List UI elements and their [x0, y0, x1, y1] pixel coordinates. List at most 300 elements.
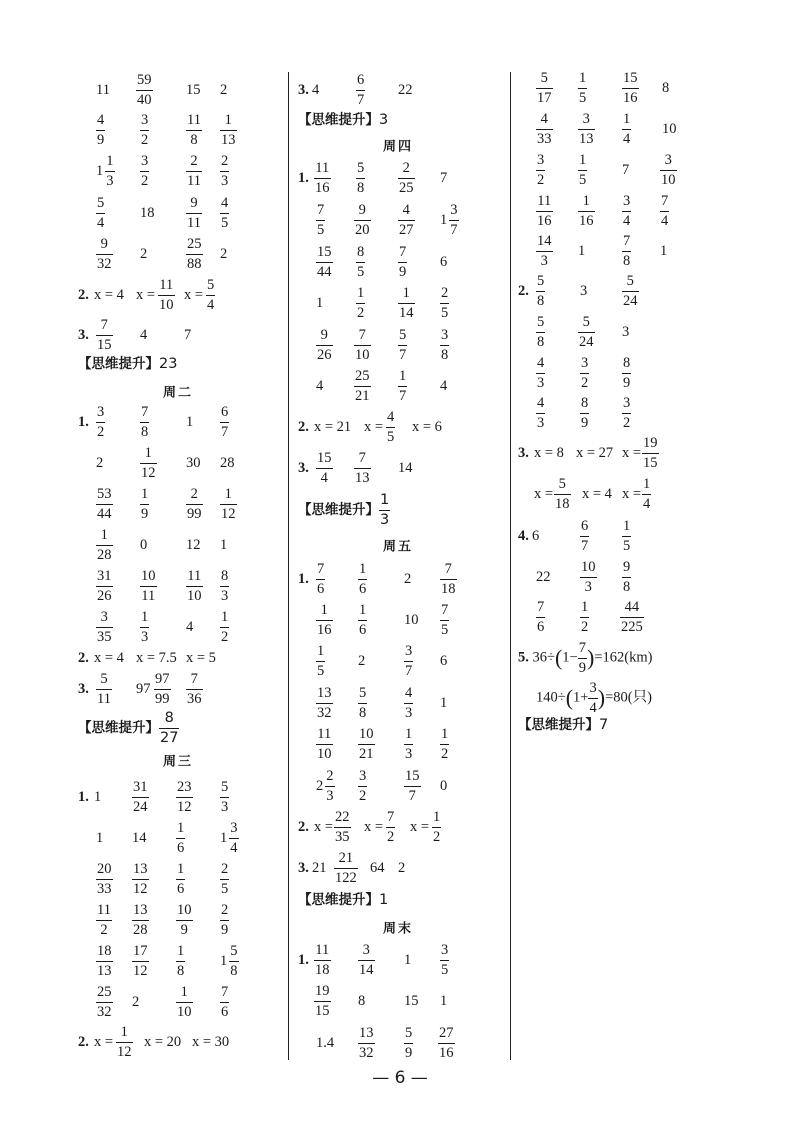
numerator: 1 [582, 193, 590, 209]
answer-cell [96, 154, 115, 188]
answer-cell [440, 562, 457, 596]
fraction [404, 769, 421, 803]
answer-cell [404, 572, 411, 587]
answer-cell [220, 610, 229, 644]
answer-cell [576, 446, 613, 461]
answer-cell [316, 727, 333, 761]
numerator: 59 [137, 72, 152, 88]
question-number: 2. [78, 1033, 89, 1050]
numerator: 2 [190, 153, 198, 169]
value-text: 1 [660, 242, 668, 259]
numerator: 1 [643, 476, 651, 492]
denominator: 9 [405, 1044, 413, 1061]
answer-cell [578, 315, 595, 349]
denominator: 3 [405, 745, 413, 762]
fraction-bar [386, 827, 395, 828]
denominator: 6 [177, 880, 185, 897]
fraction-bar [316, 345, 333, 346]
answer-cell [186, 487, 203, 521]
fraction [96, 944, 113, 978]
value-text: 3 [379, 111, 389, 128]
answer-cell [132, 780, 149, 814]
denominator: 26 [317, 346, 332, 363]
fraction-bar [404, 703, 413, 704]
fraction-bar [398, 220, 415, 221]
fraction [176, 780, 193, 814]
denominator: 5 [387, 428, 395, 445]
fraction [140, 405, 149, 439]
equation-prefix: 140÷ [536, 689, 566, 706]
fraction-bar [96, 130, 105, 131]
numerator: 5 [540, 70, 548, 86]
value-text: 1 [440, 992, 448, 1009]
numerator: 3 [141, 112, 149, 128]
column-divider-1 [288, 72, 289, 1060]
denominator: 4 [207, 296, 215, 313]
fraction-bar [578, 88, 587, 89]
numerator: 3 [589, 680, 597, 696]
answer-cell [140, 328, 147, 343]
fraction-bar [578, 211, 595, 212]
numerator: 5 [359, 685, 367, 701]
numerator: 11 [159, 277, 174, 293]
denominator: 8 [190, 131, 198, 148]
fraction [536, 315, 545, 349]
thinking-label [518, 718, 608, 733]
thinking-label [78, 711, 179, 745]
value-text: 4 [186, 618, 194, 635]
denominator: 6 [537, 618, 545, 635]
answer-cell [136, 682, 151, 697]
denominator: 16 [317, 621, 332, 638]
value-text: 3 [622, 323, 630, 340]
numerator: 97 [155, 671, 170, 687]
answer-cell [536, 71, 553, 105]
answer-cell [660, 244, 667, 259]
fraction-bar [316, 620, 333, 621]
numerator: 7 [190, 671, 198, 687]
fraction [334, 851, 358, 885]
numerator: 1 [141, 486, 149, 502]
fraction-bar [220, 1002, 229, 1003]
answer-cell [176, 903, 193, 937]
numerator: 3 [97, 404, 105, 420]
question-number: 1. [298, 169, 309, 186]
fraction-bar [660, 170, 677, 171]
fraction [96, 405, 105, 439]
answer-cell [660, 153, 677, 187]
value-text: 14 [398, 459, 413, 476]
denominator: 14 [359, 961, 374, 978]
denominator: 25 [399, 179, 414, 196]
answer-cell [536, 570, 551, 585]
fraction [176, 985, 193, 1019]
denominator: 11 [187, 214, 201, 231]
numerator: 2 [441, 285, 449, 301]
numerator: 15 [317, 450, 332, 466]
fraction-bar [580, 617, 589, 618]
fraction [536, 194, 553, 228]
fraction [358, 727, 375, 761]
numerator: 3 [100, 609, 108, 625]
fraction-bar [186, 689, 203, 690]
denominator: 8 [357, 179, 365, 196]
fraction-bar [206, 295, 215, 296]
fraction [316, 562, 325, 596]
fraction [432, 810, 441, 844]
fraction [622, 112, 631, 146]
fraction [220, 569, 229, 603]
answer-cell [580, 396, 589, 430]
fraction-bar [96, 920, 112, 921]
answer-cell [622, 234, 631, 268]
question-number: 1. [78, 788, 89, 805]
denominator: 11 [97, 690, 111, 707]
value-text: 23 [159, 355, 178, 372]
value-text: 7 [622, 161, 630, 178]
value-text: 6 [532, 527, 540, 544]
fraction-bar [358, 579, 367, 580]
numerator: 5 [558, 476, 566, 492]
answer-cell [398, 245, 407, 279]
answer-cell [440, 696, 447, 711]
numerator: 1 [579, 70, 587, 86]
denominator: 5 [441, 304, 449, 321]
numerator: 1 [224, 112, 232, 128]
fraction [354, 203, 371, 237]
denominator: 4 [643, 495, 651, 512]
numerator: 1 [399, 368, 407, 384]
denominator: 9 [623, 374, 631, 391]
value-text: 2 [404, 570, 412, 587]
denominator: 26 [97, 587, 112, 604]
fraction [440, 727, 449, 761]
answer-cell [136, 73, 153, 107]
answer-cell [622, 112, 631, 146]
answer-cell [536, 356, 545, 390]
fraction-bar [358, 703, 367, 704]
numerator: 7 [358, 327, 366, 343]
denominator: 12 [221, 505, 236, 522]
fraction-bar [140, 171, 149, 172]
fraction [536, 71, 553, 105]
equation-middle: 1− [562, 649, 578, 666]
numerator: 4 [221, 195, 229, 211]
fraction-bar [580, 373, 589, 374]
value-text: 8 [358, 992, 366, 1009]
value-text: 18 [140, 204, 155, 221]
question-number: 3. [298, 859, 309, 876]
fraction-bar [588, 698, 597, 699]
numerator: 7 [317, 202, 325, 218]
equation-prefix: 36÷ [532, 649, 555, 666]
fraction [356, 245, 365, 279]
fraction-bar [660, 211, 669, 212]
fraction-bar [449, 220, 458, 221]
answer-cell [534, 487, 553, 502]
answer-cell [220, 113, 237, 147]
fraction [578, 112, 595, 146]
fraction [398, 328, 407, 362]
fraction [176, 821, 185, 855]
denominator: 4 [623, 212, 631, 229]
answer-cell [354, 369, 371, 403]
value-text: 7 [440, 169, 448, 186]
fraction-bar [159, 728, 179, 729]
answer-cell [96, 318, 113, 352]
fraction-bar [440, 744, 449, 745]
value-text: 12 [186, 536, 201, 553]
denominator: 16 [537, 212, 552, 229]
answer-cell [440, 379, 447, 394]
denominator: 36 [187, 690, 202, 707]
fraction [440, 328, 449, 362]
answer-cell [140, 154, 149, 188]
denominator: 12 [133, 880, 148, 897]
answer-cell [316, 328, 333, 362]
numerator: 1 [359, 561, 367, 577]
numerator: 1 [357, 285, 365, 301]
denominator: 10 [159, 296, 174, 313]
answer-cell [220, 154, 229, 188]
denominator: 13 [97, 962, 112, 979]
value-text: 1 [220, 536, 228, 553]
denominator: 9 [399, 263, 407, 280]
answer-cell [316, 562, 325, 596]
value-text: 0 [140, 536, 148, 553]
answer-cell [96, 456, 103, 471]
fraction [580, 396, 589, 430]
numerator: 3 [359, 768, 367, 784]
fraction [356, 73, 365, 107]
fraction [386, 410, 395, 444]
numerator: 15 [623, 70, 638, 86]
denominator: 24 [133, 798, 148, 815]
fraction [96, 113, 105, 147]
answer-cell [186, 651, 216, 666]
fraction-bar [132, 961, 149, 962]
denominator: 3 [380, 511, 390, 528]
answer-cell [96, 237, 113, 271]
question-number: 3. [298, 459, 309, 476]
numerator: 1 [405, 726, 413, 742]
denominator: 2 [100, 921, 108, 938]
denominator: 88 [187, 255, 202, 272]
fraction-bar [96, 213, 105, 214]
fraction-bar [220, 920, 229, 921]
numerator: 3 [141, 153, 149, 169]
denominator: 5 [317, 221, 325, 238]
value-text: 10 [404, 611, 419, 628]
answer-cell [404, 953, 411, 968]
denominator: 2 [357, 304, 365, 321]
value-text: 64 [370, 859, 385, 876]
denominator: 2 [581, 618, 589, 635]
numerator: 5 [582, 314, 590, 330]
answer-cell [186, 113, 202, 147]
numerator: 3 [623, 395, 631, 411]
numerator: 9 [623, 559, 631, 575]
answer-cell [532, 529, 539, 544]
answer-cell [316, 686, 333, 720]
question-number: 3. [78, 326, 89, 343]
denominator: 3 [221, 587, 229, 604]
equation-result: =80(只) [605, 689, 652, 706]
denominator: 6 [317, 580, 325, 597]
numerator: 1 [224, 486, 232, 502]
equation [518, 641, 652, 675]
answer-cell [136, 288, 155, 303]
fraction-bar [358, 1043, 375, 1044]
answer-cell [398, 83, 413, 98]
fraction-bar [536, 291, 545, 292]
answer-cell [356, 161, 365, 195]
denominator: 13 [579, 130, 594, 147]
fraction [140, 446, 157, 480]
fraction-bar [316, 579, 325, 580]
answer-cell [578, 71, 587, 105]
fraction [536, 396, 545, 430]
answer-cell [316, 769, 335, 803]
numerator: 1 [177, 943, 185, 959]
fraction [404, 644, 413, 678]
value-text: x = [622, 485, 642, 502]
fraction-bar [229, 961, 238, 962]
numerator: 25 [187, 236, 202, 252]
fraction [438, 1026, 455, 1060]
fraction [440, 286, 449, 320]
answer-cell [578, 194, 595, 228]
fraction [140, 569, 157, 603]
answer-cell [176, 862, 185, 896]
denominator: 2 [141, 131, 149, 148]
fraction [158, 278, 175, 312]
fraction-bar [536, 413, 545, 414]
value-text: x = 7.5 [136, 649, 177, 666]
fraction [132, 903, 149, 937]
fraction-bar [440, 620, 449, 621]
value-text: 11 [96, 81, 110, 98]
fraction [96, 237, 113, 271]
value-text: x = [136, 286, 156, 303]
numerator: 3 [405, 643, 413, 659]
numerator: 10 [177, 902, 192, 918]
answer-cell [438, 1026, 455, 1060]
value-text: 8 [662, 79, 670, 96]
fraction [316, 203, 325, 237]
numerator: 10 [359, 726, 374, 742]
answer-cell [132, 831, 147, 846]
numerator: 19 [315, 983, 330, 999]
denominator: 11 [187, 172, 201, 189]
fraction-bar [316, 468, 333, 469]
thinking-bracket: 【思维提升】 [298, 891, 379, 908]
answer-cell [220, 780, 229, 814]
fraction [404, 727, 413, 761]
fraction-bar [96, 1002, 113, 1003]
answer-cell [314, 943, 331, 977]
fraction-bar [314, 960, 331, 961]
fraction-bar [358, 786, 367, 787]
denominator: 18 [315, 961, 330, 978]
value-text: 2 [220, 81, 228, 98]
fraction [186, 487, 203, 521]
numerator: 7 [221, 984, 229, 1000]
denominator: 5 [441, 961, 449, 978]
fraction [96, 487, 113, 521]
fraction [325, 769, 334, 803]
fraction [354, 451, 371, 485]
answer-cell [140, 487, 149, 521]
fraction [334, 810, 351, 844]
answer-cell [358, 943, 375, 977]
numerator: 1 [106, 153, 114, 169]
answer-cell [96, 528, 113, 562]
answer-cell [358, 769, 367, 803]
answer-cell [404, 686, 413, 720]
answer-cell [440, 255, 447, 270]
numerator: 1 [320, 602, 328, 618]
answer-cell [94, 1035, 113, 1050]
value-text: x = [184, 286, 204, 303]
denominator: 2 [623, 414, 631, 431]
fraction [186, 569, 203, 603]
fraction [186, 196, 202, 230]
close-paren: ) [597, 685, 606, 710]
denominator: 4 [230, 839, 238, 856]
value-text: 4 [140, 326, 148, 343]
fraction-bar [622, 413, 631, 414]
answer-cell [354, 203, 371, 237]
denominator: 4 [661, 212, 669, 229]
denominator: 5 [441, 621, 449, 638]
answer-cell [622, 487, 641, 502]
fraction [386, 810, 395, 844]
denominator: 32 [359, 1044, 374, 1061]
value-text: 2 [398, 859, 406, 876]
fraction-bar [622, 577, 631, 578]
equation-result: =162(km) [594, 649, 653, 666]
numerator: 1 [623, 518, 631, 534]
section-heading: 周三 [162, 754, 193, 770]
fraction [96, 318, 113, 352]
answer-cell [440, 328, 449, 362]
numerator: 4 [387, 409, 395, 425]
numerator: 44 [624, 599, 640, 615]
fraction-bar [176, 879, 185, 880]
answer-cell [364, 820, 383, 835]
fraction-bar [440, 579, 457, 580]
answer-cell [398, 203, 415, 237]
fraction-bar [96, 627, 113, 628]
equation-middle: 1+ [573, 689, 589, 706]
fraction-bar [578, 129, 595, 130]
numerator: 53 [97, 486, 112, 502]
numerator: 5 [626, 273, 634, 289]
answer-cell [398, 461, 413, 476]
denominator: 2 [537, 171, 545, 188]
answer-cell [622, 194, 631, 228]
denominator: 5 [357, 263, 365, 280]
fraction [206, 278, 215, 312]
numerator: 1 [623, 111, 631, 127]
fraction-bar [140, 586, 157, 587]
answer-cell [96, 569, 113, 603]
fraction [578, 194, 595, 228]
fraction-bar [176, 797, 193, 798]
value-text: 1 [94, 788, 102, 805]
answer-cell [404, 644, 413, 678]
